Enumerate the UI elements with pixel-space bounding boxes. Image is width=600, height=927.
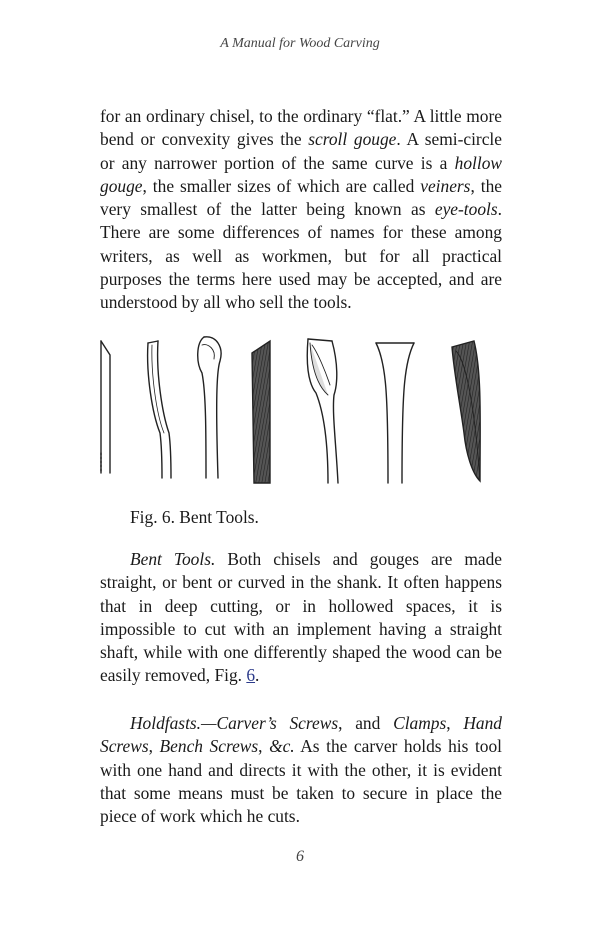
text-span: for an ordinary chisel, to the ordinary “flat.” A little more bend or convexity gives the [100,106,502,150]
text-span: Both chisels and gouges are made straight, or bent or curved in the shank. It often happens that in deep cutting, or in hollowed spaces, it is impossible to cut with an implement having a straight shaft, while with one differently shaped the wood can be easily removed, Fig. [100,549,502,686]
text-span: . There are some differences of names for these among writers, as well as workmen, but for all practical purposes the terms here used may be accepted, and are understood by all who sell the tools. [100,199,502,313]
section-heading-bent-tools: Bent Tools. [130,549,216,569]
paragraph-holdfasts [100,712,502,828]
tool-4-hatched-bent-tool [252,341,270,483]
tool-7-hatched-curved-tool [452,341,480,481]
term-scroll-gouge: scroll gouge [308,129,397,150]
term-veiners: veiners [420,175,471,196]
paragraph-bent-tools [100,548,502,688]
text-span: , and [338,713,394,733]
figure-link[interactable]: 6 [246,665,256,686]
term-bench-screws: Bench Screws [159,736,259,757]
text-span: , [148,736,160,757]
text-span: As the carver holds his tool with one hand and directs it with the other, it is evident that some means must be taken to secure in place the piece of work which he cuts. [100,736,503,827]
term-hand-screws: Hand Screws [100,713,503,757]
text-span: , the smaller sizes of which are called [142,175,421,196]
text-span: . [255,665,260,686]
text-span: . A semi-circle or any narrower portion of the same curve is a [100,129,502,173]
tool-5-long-bent-gouge [307,339,338,483]
bent-tools-illustration [96,333,496,493]
tool-3-spoon-gouge [198,337,221,478]
paragraph-gouge-types [100,105,502,315]
text-span: , the very smallest of the latter being known as [100,175,502,220]
figure-caption: Fig. 6. Bent Tools. [130,507,259,527]
section-heading-holdfasts: Holdfasts.—Carver’s Screws [130,713,339,733]
text-span: , [446,713,464,733]
term-hollow-gouge: hollow gouge [100,152,502,196]
page-number: 6 [296,848,304,865]
term-etc: &c. [269,736,295,757]
text-span: , [258,736,270,757]
tool-6-flared-tool [376,343,414,483]
term-clamps: Clamps [393,713,447,733]
tool-2-curved-gouge [148,341,171,478]
term-eye-tools: eye-tools [434,199,498,220]
tool-1-bent-chisel [101,341,110,473]
running-head: A Manual for Wood Carving [220,36,380,51]
